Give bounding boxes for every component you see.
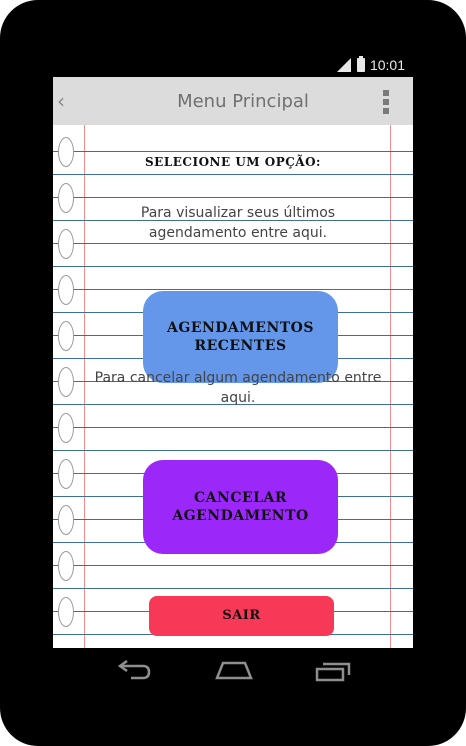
binder-ring bbox=[58, 413, 74, 443]
signal-icon bbox=[337, 58, 351, 72]
margin-line bbox=[84, 125, 85, 648]
system-nav-bar bbox=[53, 648, 413, 692]
binder-ring bbox=[58, 597, 74, 627]
ruled-line bbox=[53, 266, 413, 267]
margin-line bbox=[390, 125, 391, 648]
page-title: Menu Principal bbox=[177, 91, 309, 112]
cancel-appointment-label: CANCELAR AGENDAMENTO bbox=[172, 490, 309, 524]
binder-ring bbox=[58, 321, 74, 351]
notebook-background bbox=[53, 125, 413, 648]
section-heading: SELECIONE UM OPÇÃO: bbox=[145, 155, 321, 169]
ruled-line bbox=[53, 151, 413, 152]
binder-ring bbox=[58, 367, 74, 397]
battery-icon bbox=[357, 58, 365, 72]
binder-ring bbox=[58, 275, 74, 305]
cancel-description: Para cancelar algum agendamento entre aqui. bbox=[94, 370, 382, 406]
binder-ring bbox=[58, 183, 74, 213]
binder-ring bbox=[58, 505, 74, 535]
recent-appointments-label: AGENDAMENTOS RECENTES bbox=[167, 320, 314, 354]
exit-button[interactable] bbox=[149, 596, 334, 636]
recent-apps-icon[interactable] bbox=[315, 660, 351, 682]
exit-label: SAIR bbox=[222, 608, 261, 623]
binder-ring bbox=[58, 229, 74, 259]
ruled-line bbox=[53, 588, 413, 589]
ruled-line bbox=[53, 174, 413, 175]
status-bar bbox=[53, 52, 413, 78]
overflow-menu-icon[interactable] bbox=[383, 90, 389, 114]
app-screen bbox=[53, 77, 413, 648]
back-icon[interactable] bbox=[117, 660, 151, 680]
binder-ring bbox=[58, 551, 74, 581]
cancel-appointment-button[interactable] bbox=[143, 460, 338, 554]
ruled-line bbox=[53, 197, 413, 198]
clock: 10:01 bbox=[369, 57, 405, 73]
ruled-line bbox=[53, 289, 413, 290]
ruled-line bbox=[53, 427, 413, 428]
back-arrow-icon[interactable]: ‹ bbox=[57, 89, 65, 113]
ruled-line bbox=[53, 450, 413, 451]
ruled-line bbox=[53, 565, 413, 566]
home-icon[interactable] bbox=[215, 660, 253, 680]
ruled-line bbox=[53, 243, 413, 244]
recent-description: Para visualizar seus últimos agendamento entre aqui. bbox=[140, 205, 336, 241]
action-bar bbox=[53, 77, 413, 125]
binder-ring bbox=[58, 459, 74, 489]
